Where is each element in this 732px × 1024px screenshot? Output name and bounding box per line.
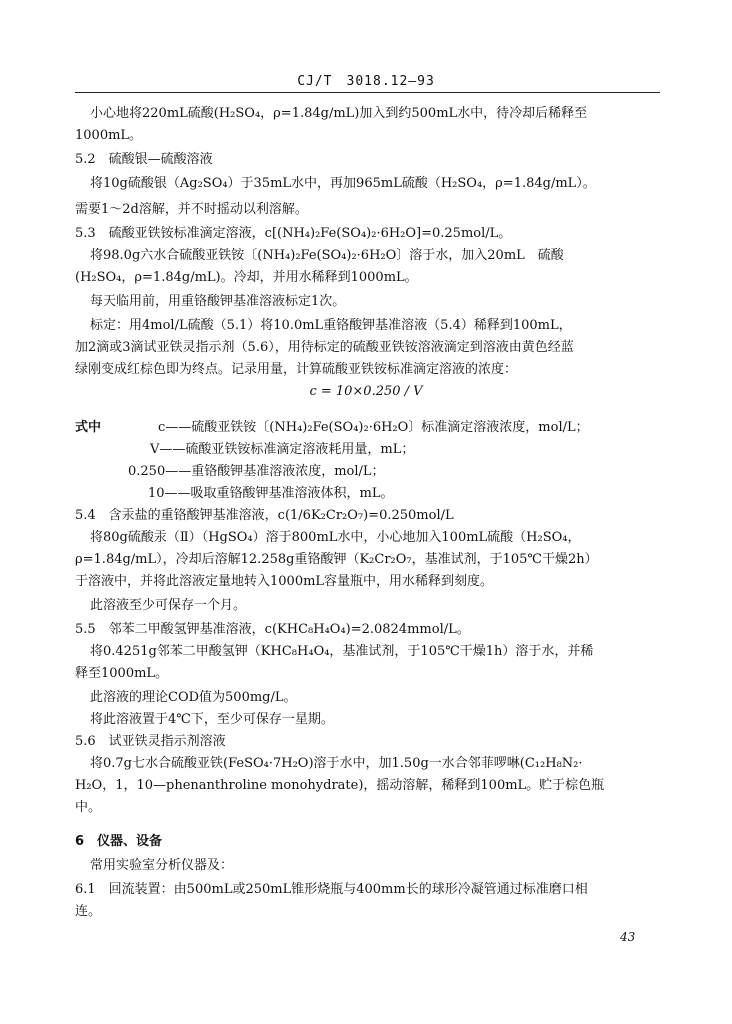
text-line: 将80g硫酸汞（Ⅱ）（HgSO₄）溶于800mL水中，小心地加入100mL硫酸（H₂SO₄， xyxy=(90,530,581,545)
section-heading-5-6: 5.6 试亚铁灵指示剂溶液 xyxy=(75,734,226,749)
variable-definition: 10——吸取重铬酸钾基准溶液体积，mL。 xyxy=(148,486,394,501)
text-line: 连。 xyxy=(75,904,102,919)
text-line: 释至1000mL。 xyxy=(75,666,169,681)
text-line: 小心地将220mL硫酸(H₂SO₄，ρ=1.84g/mL)加入到约500mL水中，待冷却后稀释至 xyxy=(90,106,588,121)
text-line: (H₂SO₄，ρ=1.84g/mL)。冷却，并用水稀释到1000mL。 xyxy=(75,270,418,285)
variable-definition: 0.250——重铬酸钾基准溶液浓度，mol/L； xyxy=(128,464,385,479)
where-label: 式中 xyxy=(75,420,102,435)
text-line: 需要1～2d溶解，并不时摇动以利溶解。 xyxy=(75,202,308,217)
text-line: 将98.0g六水合硫酸亚铁铵〔(NH₄)₂Fe(SO₄)₂·6H₂O〕溶于水，加入20mL 硫酸 xyxy=(90,248,564,263)
text-line: 每天临用前，用重铬酸钾基准溶液标定1次。 xyxy=(90,294,346,309)
text-line: 常用实验室分析仪器及： xyxy=(90,858,234,873)
section-heading-6: 6 仪器、设备 xyxy=(75,834,163,849)
section-heading-5-5: 5.5 邻苯二甲酸氢钾基准溶液，c(KHC₈H₄O₄)=2.0824mmol/L。 xyxy=(75,622,470,637)
text-line: 1000mL。 xyxy=(75,128,143,143)
text-line: 此溶液的理论COD值为500mg/L。 xyxy=(90,690,297,705)
text-line: H₂O，1，10—phenanthroline monohydrate)，摇动溶解，稀释到100mL。贮于棕色瓶 xyxy=(75,778,605,793)
text-line: ρ=1.84g/mL），冷却后溶解12.258g重铬酸钾（K₂Cr₂O₇，基准试剂，于105℃干燥2h） xyxy=(75,552,598,567)
text-line: 将此溶液置于4℃下，至少可保存一星期。 xyxy=(90,712,334,727)
text-line: 绿刚变成红棕色即为终点。记录用量，计算硫酸亚铁铵标准滴定溶液的浓度： xyxy=(75,362,518,377)
text-line: 将10g硫酸银（Ag₂SO₄）于35mL水中，再加965mL硫酸（H₂SO₄，ρ=1.84g/mL）。 xyxy=(90,176,596,191)
header-rule xyxy=(75,92,660,93)
text-line: 此溶液至少可保存一个月。 xyxy=(90,598,247,613)
text-line: 于溶液中，并将此溶液定量地转入1000mL容量瓶中，用水稀释到刻度。 xyxy=(75,574,494,589)
section-heading-6-1: 6.1 回流装置：由500mL或250mL锥形烧瓶与400mm长的球形冷凝管通过标准磨口相 xyxy=(75,882,588,897)
text-line: 中。 xyxy=(75,800,102,815)
standard-header: CJ/T 3018.12—93 xyxy=(297,74,435,89)
text-line: 将0.4251g邻苯二甲酸氢钾（KHC₈H₄O₄，基准试剂，于105℃干燥1h）溶于水，并稀 xyxy=(90,644,594,659)
section-heading-5-4: 5.4 含汞盐的重铬酸钾基准溶液，c(1/6K₂Cr₂O₇)=0.250mol/L xyxy=(75,508,454,523)
text-line: 将0.7g七水合硫酸亚铁(FeSO₄·7H₂O)溶于水中，加1.50g一水合邻菲啰啉(C₁₂H₈N₂· xyxy=(90,756,583,771)
variable-definition: V——硫酸亚铁铵标准滴定溶液耗用量，mL； xyxy=(150,442,415,457)
section-heading-5-2: 5.2 硫酸银—硫酸溶液 xyxy=(75,152,213,167)
text-line: 标定：用4mol/L硫酸（5.1）将10.0mL重铬酸钾基准溶液（5.4）稀释到100mL， xyxy=(90,318,572,333)
section-heading-5-3: 5.3 硫酸亚铁铵标准滴定溶液，c[(NH₄)₂Fe(SO₄)₂·6H₂O]=0.25mol/L。 xyxy=(75,226,512,241)
page-number: 43 xyxy=(620,930,636,944)
formula: c = 10×0.250 / V xyxy=(309,384,423,399)
variable-definition: c——硫酸亚铁铵〔(NH₄)₂Fe(SO₄)₂·6H₂O〕标准滴定溶液浓度，mol/L； xyxy=(158,420,589,435)
text-line: 加2滴或3滴试亚铁灵指示剂（5.6），用待标定的硫酸亚铁铵溶液滴定到溶液由黄色经蓝 xyxy=(75,340,574,355)
